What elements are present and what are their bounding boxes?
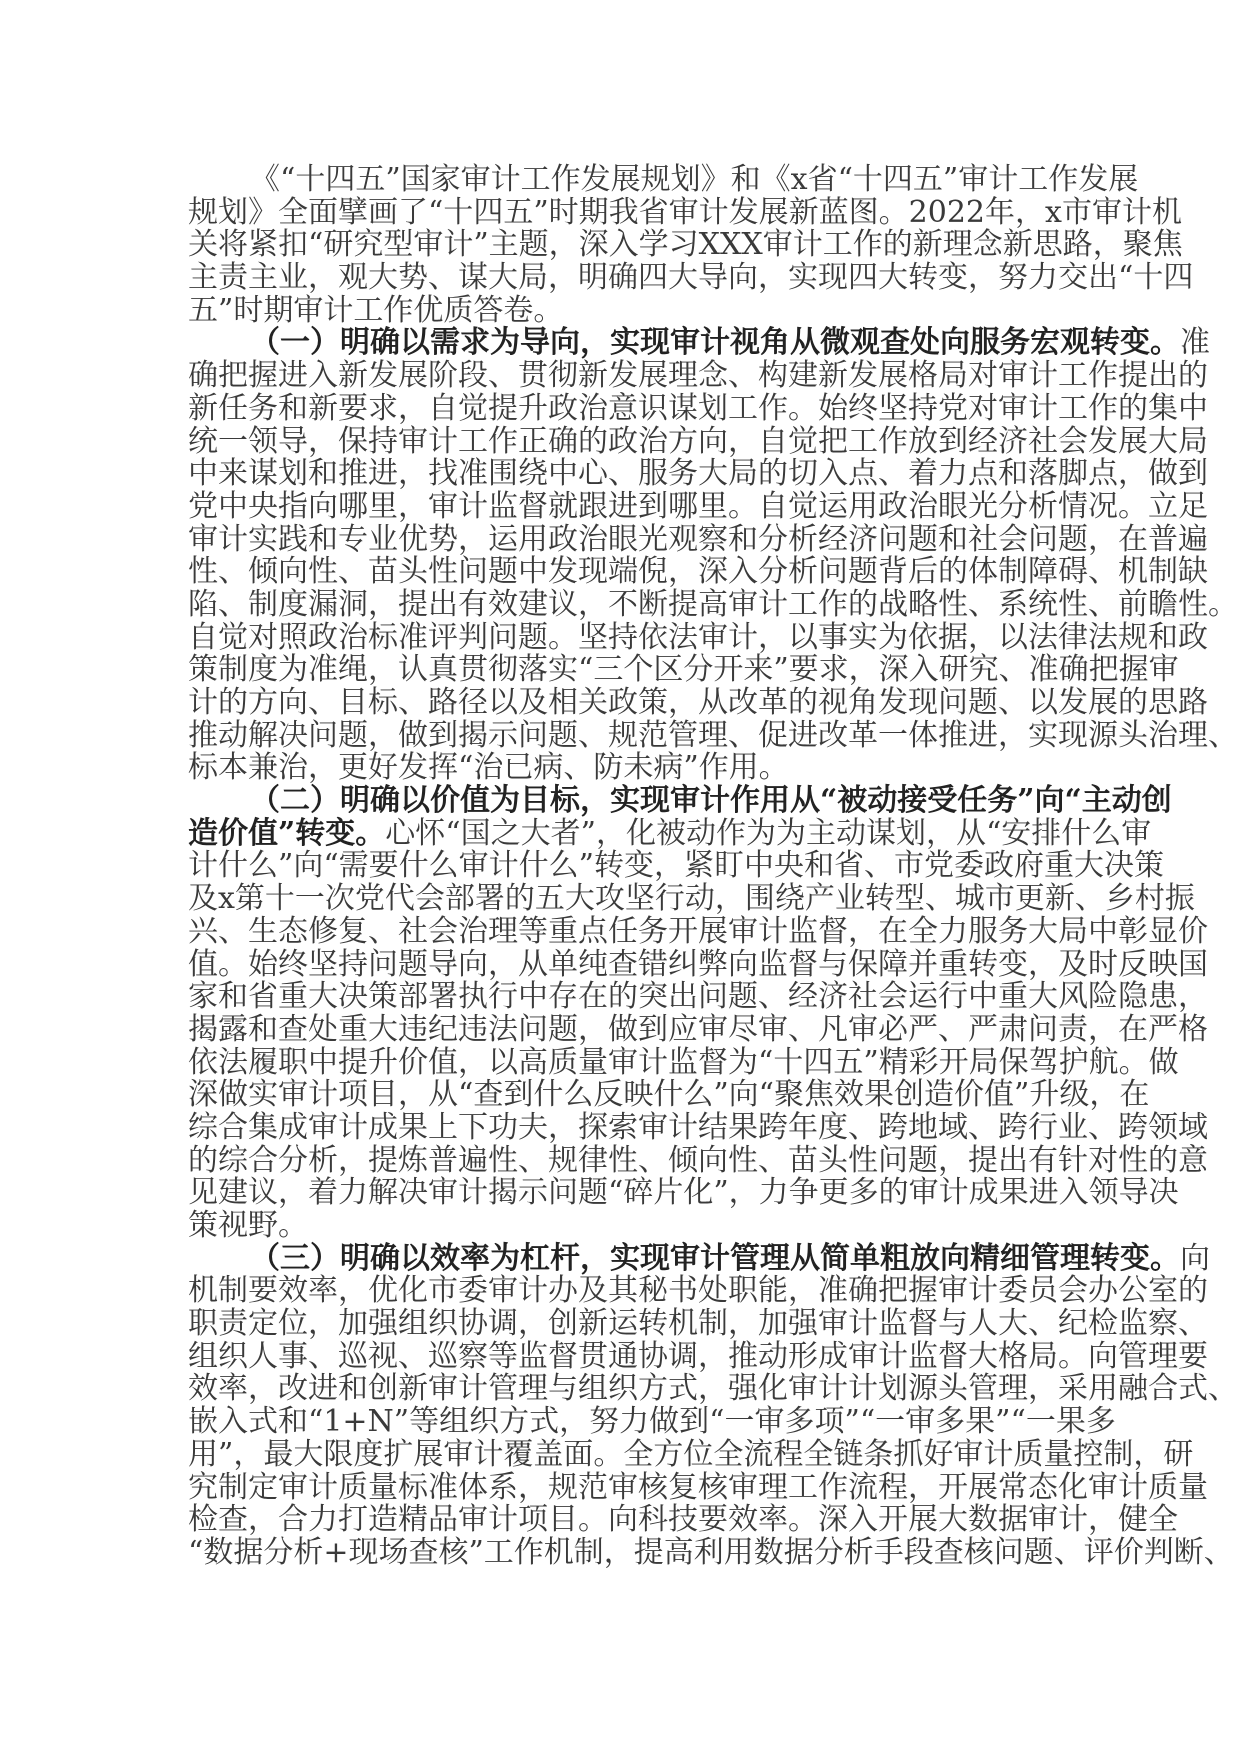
text-line — [188, 292, 1052, 328]
text-line — [188, 1371, 1238, 1407]
text-line — [188, 358, 1208, 394]
text-line — [188, 979, 1208, 1015]
text-line — [188, 848, 1165, 884]
body-text: 策视野。 — [188, 1208, 308, 1243]
text-line — [188, 1077, 1150, 1113]
text-line — [188, 554, 1208, 590]
paragraph — [188, 783, 1208, 1243]
paragraph — [188, 325, 1238, 786]
body-text: 确把握进入新发展阶段、贯彻新发展理念、构建新发展格局对审计工作提出的 — [188, 358, 1208, 394]
body-text: 规划》全面擘画了“十四五”时期我省审计发展新蓝图。2022年，x市审计机 — [188, 194, 1182, 230]
body-text: 准 — [1180, 325, 1210, 361]
text-line — [188, 1240, 1210, 1276]
body-text: 家和省重大决策部署执行中存在的突出问题、经济社会运行中重大风险隐患， — [188, 979, 1208, 1015]
text-line — [188, 488, 1208, 524]
text-line — [188, 1044, 1179, 1080]
body-text: 统一领导，保持审计工作正确的政治方向，自觉把工作放到经济社会发展大局 — [188, 423, 1208, 459]
text-line — [188, 1175, 1179, 1211]
body-text: 五”时期审计工作优质答卷。 — [188, 292, 564, 328]
section-heading: （一）明确以需求为导向，实现审计视角从微观查处向服务宏观转变。 — [250, 325, 1180, 361]
body-text: 自觉对照政治标准评判问题。坚持依法审计，以事实为依据，以法律法规和政 — [188, 619, 1208, 655]
body-text: 职责定位，加强组织协调，创新运转机制，加强审计监督与人大、纪检监察、 — [188, 1306, 1208, 1342]
body-text: 计什么”向“需要什么审计什么”转变，紧盯中央和省、市党委政府重大决策 — [188, 848, 1165, 884]
text-line — [188, 162, 1139, 197]
body-text: 嵌入式和“1+N”等组织方式，努力做到“一审多项”“一审多果”“一果多 — [188, 1404, 1116, 1440]
text-line — [188, 783, 1172, 819]
paragraph — [188, 1240, 1238, 1570]
body-text: 深做实审计项目，从“查到什么反映什么”向“聚焦效果创造价值”升级，在 — [188, 1077, 1150, 1113]
text-line — [188, 1273, 1208, 1309]
section-heading: （三）明确以效率为杠杆，实现审计管理从简单粗放向精细管理转变。 — [250, 1240, 1180, 1276]
text-line — [188, 946, 1208, 982]
text-line — [188, 1534, 1234, 1570]
text-line — [188, 685, 1208, 720]
body-text: 及x第十一次党代会部署的五大攻坚行动，围绕产业转型、城市更新、乡村振 — [188, 881, 1195, 917]
body-text: 新任务和新要求，自觉提升政治意识谋划工作。始终坚持党对审计工作的集中 — [188, 390, 1208, 426]
body-text: 效率，改进和创新审计管理与组织方式，强化审计计划源头管理，采用融合式、 — [188, 1371, 1238, 1407]
text-line — [188, 1011, 1208, 1047]
text-line — [188, 752, 1052, 785]
text-line — [188, 227, 1183, 263]
text-line — [188, 652, 1179, 688]
text-line — [188, 1142, 1208, 1178]
body-text: “数据分析+现场查核”工作机制，提高利用数据分析手段查核问题、评价判断、 — [188, 1534, 1234, 1570]
body-text: 关将紧扣“研究型审计”主题，深入学习XXX审计工作的新理念新思路，聚焦 — [188, 227, 1183, 263]
body-text: 向 — [1180, 1240, 1210, 1276]
body-text: 主责主业，观大势、谋大局，明确四大导向，实现四大转变，努力交出“十四 — [188, 260, 1194, 296]
body-text: 兴、生态修复、社会治理等重点任务开展审计监督，在全力服务大局中彰显价 — [188, 913, 1208, 949]
text-line — [188, 1338, 1208, 1374]
document-body — [188, 162, 1238, 1570]
section-heading: （二）明确以价值为目标，实现审计作用从“被动接受任务”向“主动创 — [250, 783, 1172, 819]
body-text: 综合集成审计成果上下功夫，探索审计结果跨年度、跨地域、跨行业、跨领域 — [188, 1109, 1208, 1145]
body-text: 性、倾向性、苗头性问题中发现端倪，深入分析问题背后的体制障碍、机制缺 — [188, 554, 1208, 590]
text-line — [188, 881, 1195, 917]
body-text: 标本兼治，更好发挥“治已病、防未病”作用。 — [188, 750, 789, 786]
text-line — [188, 456, 1208, 492]
text-line — [188, 1469, 1208, 1505]
body-text: 心怀“国之大者”，化被动作为为主动谋划，从“安排什么审 — [385, 815, 1152, 851]
body-text: 用”，最大限度扩展审计覆盖面。全方位全流程全链条抓好审计质量控制，研 — [188, 1436, 1194, 1472]
text-line — [188, 913, 1208, 949]
text-line — [188, 260, 1194, 296]
body-text: 审计实践和专业优势，运用政治眼光观察和分析经济问题和社会问题，在普遍 — [188, 521, 1208, 557]
text-line — [188, 1404, 1116, 1440]
body-text: 见建议，着力解决审计揭示问题“碎片化”，力争更多的审计成果进入领导决 — [188, 1175, 1179, 1211]
text-line — [188, 619, 1208, 655]
text-line — [188, 1436, 1194, 1472]
body-text: 计的方向、目标、路径以及相关政策，从改革的视角发现问题、以发展的思路 — [188, 685, 1208, 720]
body-text: 陷、制度漏洞，提出有效建议，不断提高审计工作的战略性、系统性、前瞻性。 — [188, 586, 1238, 622]
text-line — [188, 1306, 1208, 1342]
body-text: 依法履职中提升价值，以高质量审计监督为“十四五”精彩开局保驾护航。做 — [188, 1044, 1179, 1080]
body-text: 组织人事、巡视、巡察等监督贯通协调，推动形成审计监督大格局。向管理要 — [188, 1338, 1208, 1374]
body-text: 揭露和查处重大违纪违法问题，做到应审尽审、凡审必严、严肃问责，在严格 — [188, 1011, 1208, 1047]
text-line — [188, 1210, 1052, 1243]
text-line — [188, 521, 1208, 557]
text-line — [188, 423, 1208, 459]
body-text: 检查，合力打造精品审计项目。向科技要效率。深入开展大数据审计，健全 — [188, 1502, 1178, 1538]
body-text: 究制定审计质量标准体系，规范审核复核审理工作流程，开展常态化审计质量 — [188, 1469, 1208, 1505]
body-text: 值。始终坚持问题导向，从单纯查错纠弊向监督与保障并重转变，及时反映国 — [188, 946, 1208, 982]
text-line — [188, 325, 1210, 361]
body-text: 的综合分析，提炼普遍性、规律性、倾向性、苗头性问题，提出有针对性的意 — [188, 1142, 1208, 1178]
paragraph — [188, 162, 1194, 328]
text-line — [188, 586, 1238, 622]
text-line — [188, 1502, 1178, 1538]
text-line — [188, 717, 1238, 753]
text-line — [188, 194, 1182, 230]
text-line — [188, 815, 1152, 851]
body-text: 策制度为准绳，认真贯彻落实“三个区分开来”要求，深入研究、准确把握审 — [188, 652, 1179, 688]
body-text: 中来谋划和推进，找准围绕中心、服务大局的切入点、着力点和落脚点，做到 — [188, 456, 1208, 492]
text-line — [188, 390, 1208, 426]
body-text: 党中央指向哪里，审计监督就跟进到哪里。自觉运用政治眼光分析情况。立足 — [188, 488, 1208, 524]
body-text: 机制要效率，优化市委审计办及其秘书处职能，准确把握审计委员会办公室的 — [188, 1273, 1208, 1309]
body-text: 《“十四五”国家审计工作发展规划》和《x省“十四五”审计工作发展 — [250, 162, 1139, 197]
section-heading: 造价值”转变。 — [188, 815, 386, 851]
text-line — [188, 1109, 1208, 1145]
body-text: 推动解决问题，做到揭示问题、规范管理、促进改革一体推进，实现源头治理、 — [188, 717, 1238, 753]
